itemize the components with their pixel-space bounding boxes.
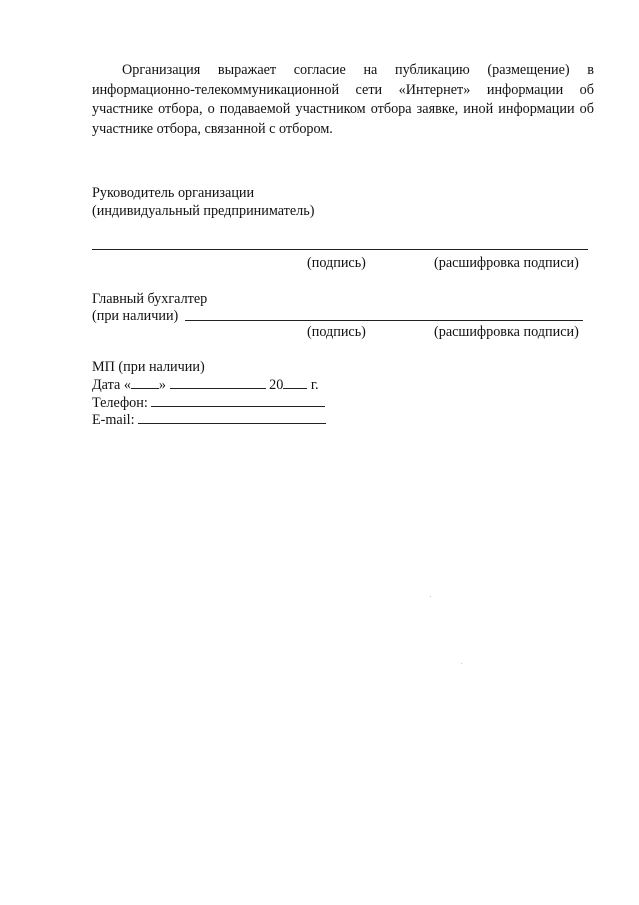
email-label: E-mail: [92, 412, 135, 428]
date-prefix: Дата « [92, 377, 131, 393]
head-subtitle: (индивидуальный предприниматель) [92, 203, 315, 219]
email-field[interactable] [138, 410, 326, 424]
date-row [92, 375, 319, 394]
date-year-suffix: г. [310, 377, 319, 393]
accountant-condition: (при наличии) [92, 308, 179, 324]
accountant-signature-caption: (подпись) [307, 324, 366, 340]
head-title: Руководитель организации [92, 185, 255, 201]
head-decoding-caption: (расшифровка подписи) [434, 255, 579, 271]
scan-speck [430, 596, 431, 597]
accountant-title: Главный бухгалтер [92, 291, 208, 307]
phone-field[interactable] [151, 393, 325, 407]
date-year-prefix: 20 [269, 377, 284, 393]
date-year-field[interactable] [283, 375, 307, 389]
scan-speck [461, 663, 462, 664]
email-row [92, 410, 326, 429]
date-day-field[interactable] [131, 375, 159, 389]
head-signature-line[interactable] [92, 249, 588, 250]
phone-label: Телефон: [92, 395, 148, 411]
date-month-field[interactable] [170, 375, 266, 389]
accountant-decoding-caption: (расшифровка подписи) [434, 324, 579, 340]
date-mid: » [158, 377, 167, 393]
accountant-signature-line[interactable] [185, 320, 583, 321]
stamp-label: МП (при наличии) [92, 359, 205, 375]
head-signature-caption: (подпись) [307, 255, 366, 271]
consent-paragraph: Организация выражает согласие на публикацию (размещение) в информационно-телекоммуникационной сети «Интернет» информации об участнике отбора, о подаваемой участником отбора заявке, иной информации об участнике отбора, связанной с отбором. [92, 62, 594, 137]
